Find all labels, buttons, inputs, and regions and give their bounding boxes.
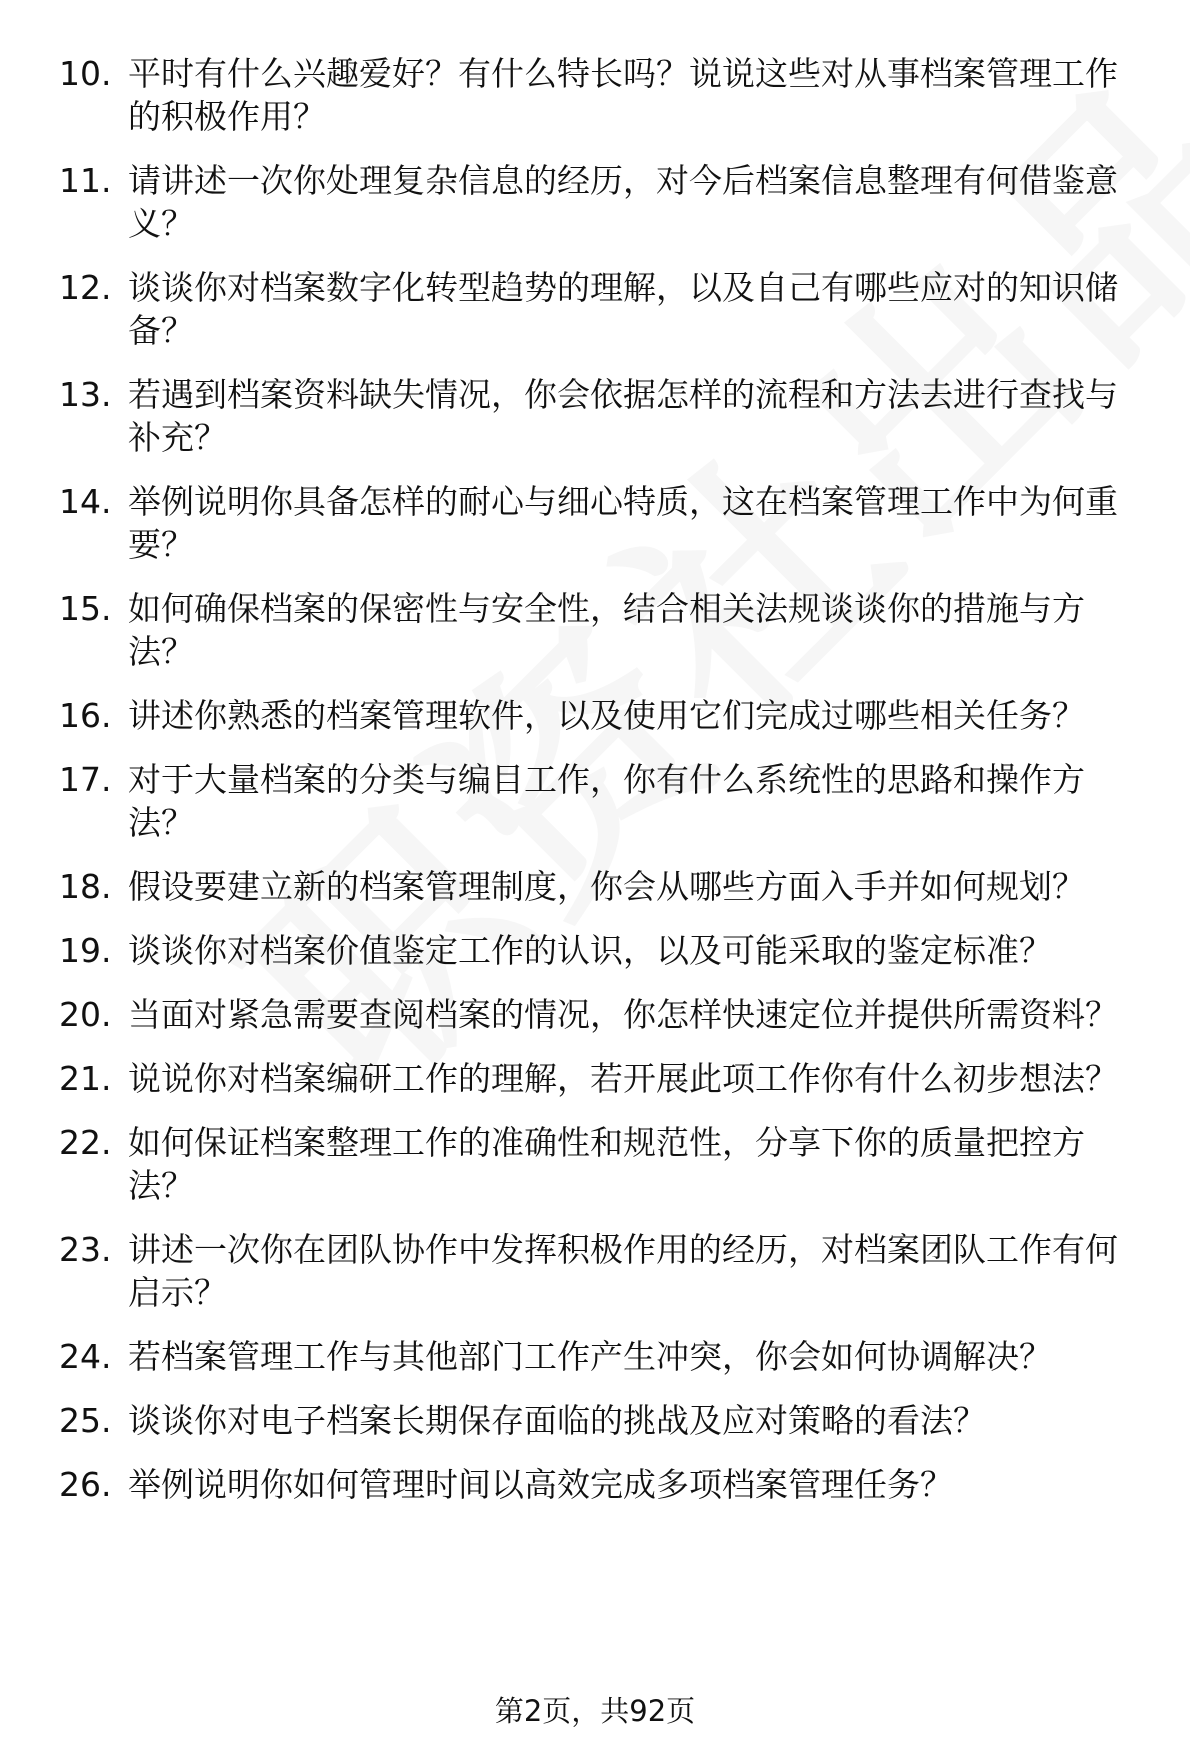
question-item <box>0 373 1190 459</box>
question-text: 谈谈你对档案数字化转型趋势的理解，以及自己有哪些应对的知识储备？ <box>128 268 1118 350</box>
question-item <box>0 1228 1190 1314</box>
question-number: 21. <box>59 1059 112 1098</box>
question-text: 若遇到档案资料缺失情况，你会依据怎样的流程和方法去进行查找与补充？ <box>128 375 1118 457</box>
question-item <box>0 1121 1190 1207</box>
question-text: 谈谈你对电子档案长期保存面临的挑战及应对策略的看法？ <box>128 1401 986 1440</box>
page-footer: 第2页，共92页 <box>494 1694 696 1728</box>
question-text: 讲述你熟悉的档案管理软件，以及使用它们完成过哪些相关任务？ <box>128 696 1085 735</box>
question-text: 举例说明你如何管理时间以高效完成多项档案管理任务？ <box>128 1465 953 1504</box>
question-text: 讲述一次你在团队协作中发挥积极作用的经历，对档案团队工作有何启示？ <box>128 1230 1118 1312</box>
question-item <box>0 929 1190 972</box>
question-item <box>0 587 1190 673</box>
question-number: 18. <box>59 867 112 906</box>
question-text: 若档案管理工作与其他部门工作产生冲突，你会如何协调解决？ <box>128 1337 1052 1376</box>
question-number: 24. <box>59 1337 112 1376</box>
question-text: 当面对紧急需要查阅档案的情况，你怎样快速定位并提供所需资料？ <box>128 995 1118 1034</box>
question-number: 25. <box>59 1401 112 1440</box>
question-number: 12. <box>59 268 112 307</box>
question-number: 17. <box>59 760 112 799</box>
question-text: 如何确保档案的保密性与安全性，结合相关法规谈谈你的措施与方法？ <box>128 589 1085 671</box>
question-text: 说说你对档案编研工作的理解，若开展此项工作你有什么初步想法？ <box>128 1059 1118 1098</box>
question-item <box>0 480 1190 566</box>
question-text: 对于大量档案的分类与编目工作，你有什么系统性的思路和操作方法？ <box>128 760 1085 842</box>
question-text: 谈谈你对档案价值鉴定工作的认识，以及可能采取的鉴定标准？ <box>128 931 1052 970</box>
question-item <box>0 266 1190 352</box>
question-text: 假设要建立新的档案管理制度，你会从哪些方面入手并如何规划？ <box>128 867 1085 906</box>
question-item <box>0 694 1190 737</box>
question-item <box>0 865 1190 908</box>
question-number: 20. <box>59 995 112 1034</box>
question-item <box>0 758 1190 844</box>
question-list <box>0 52 1190 1527</box>
question-item <box>0 159 1190 245</box>
question-number: 14. <box>59 482 112 521</box>
question-item <box>0 1057 1190 1100</box>
question-text: 如何保证档案整理工作的准确性和规范性，分享下你的质量把控方法？ <box>128 1123 1085 1205</box>
question-item <box>0 1335 1190 1378</box>
question-number: 13. <box>59 375 112 414</box>
question-number: 19. <box>59 931 112 970</box>
question-number: 26. <box>59 1465 112 1504</box>
question-number: 16. <box>59 696 112 735</box>
question-number: 23. <box>59 1230 112 1269</box>
question-number: 10. <box>59 54 112 93</box>
question-number: 11. <box>59 161 112 200</box>
question-item <box>0 1463 1190 1506</box>
question-number: 22. <box>59 1123 112 1162</box>
question-text: 举例说明你具备怎样的耐心与细心特质，这在档案管理工作中为何重要？ <box>128 482 1118 564</box>
question-item <box>0 52 1190 138</box>
question-text: 请讲述一次你处理复杂信息的经历，对今后档案信息整理有何借鉴意义？ <box>128 161 1118 243</box>
question-number: 15. <box>59 589 112 628</box>
question-item <box>0 1399 1190 1442</box>
question-item <box>0 993 1190 1036</box>
question-text: 平时有什么兴趣爱好？有什么特长吗？说说这些对从事档案管理工作的积极作用？ <box>128 54 1118 136</box>
